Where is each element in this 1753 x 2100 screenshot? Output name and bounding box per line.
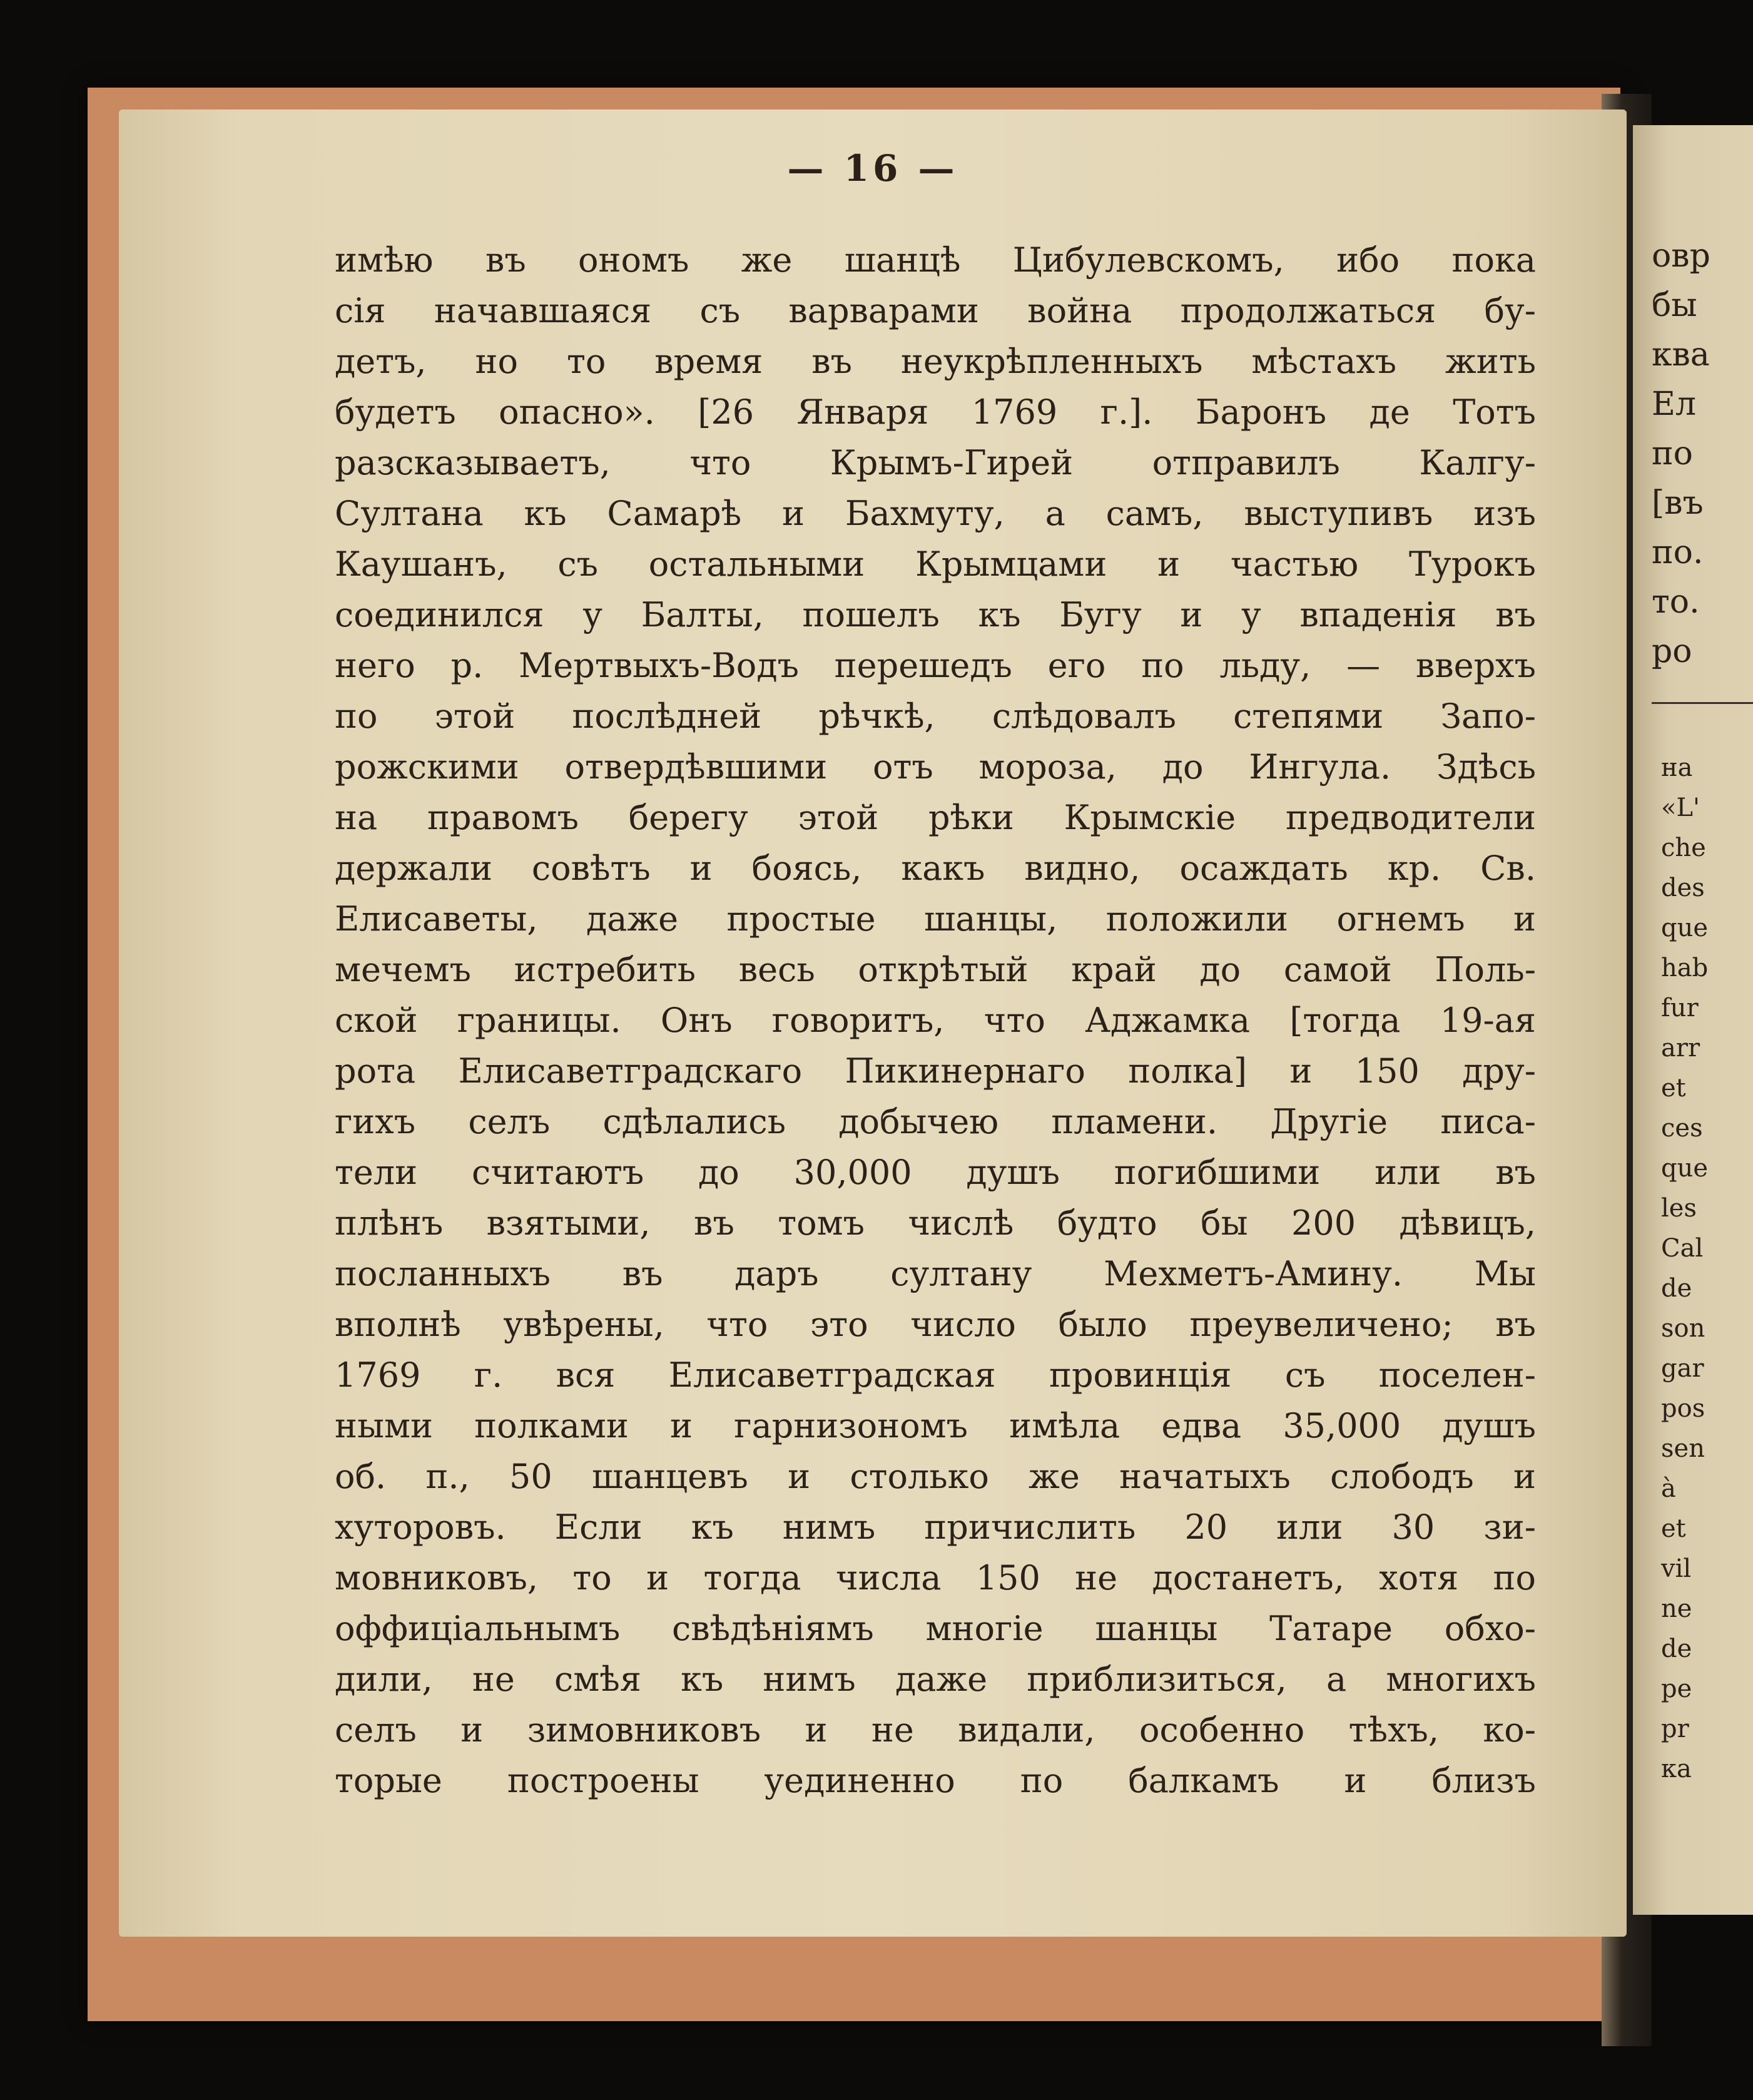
text-line: на правомъ берегу этой рѣки Крымскіе предводители xyxy=(335,798,1536,837)
text-line: рожскими отвердѣвшими отъ мороза, до Ингула. Здѣсь xyxy=(335,747,1536,787)
text-line: ской границы. Онъ говоритъ, что Аджамка [тогда 19-ая xyxy=(335,1001,1536,1040)
facing-line: овр xyxy=(1652,237,1710,275)
footnote-line: que xyxy=(1661,914,1709,942)
facing-page-footnotes xyxy=(1661,748,1753,1789)
text-line: торые построены уединенно по балкамъ и близъ xyxy=(335,1761,1536,1800)
text-line: селъ и зимовниковъ и не видали, особенно тѣхъ, ко- xyxy=(335,1710,1536,1750)
footnote-line: de xyxy=(1661,1274,1692,1303)
text-line: него р. Мертвыхъ-Водъ перешедъ его по льду, — вверхъ xyxy=(335,646,1536,685)
facing-line: ро xyxy=(1652,633,1692,670)
text-line: ными полками и гарнизономъ имѣла едва 35,000 душъ xyxy=(335,1406,1536,1445)
footnote-line: pe xyxy=(1661,1674,1692,1703)
footnote-line: ne xyxy=(1661,1594,1692,1623)
text-line: мовниковъ, то и тогда числа 150 не достанетъ, хотя по xyxy=(335,1558,1536,1598)
footnote-line: на xyxy=(1661,753,1693,782)
footnote-line: des xyxy=(1661,874,1705,902)
footnote-line: de xyxy=(1661,1634,1692,1663)
footnote-line: «L' xyxy=(1661,793,1700,822)
footnote-line: les xyxy=(1661,1194,1697,1223)
footnote-line: sen xyxy=(1661,1434,1705,1463)
footnote-line: arr xyxy=(1661,1034,1700,1063)
page-number: — 16 — xyxy=(787,147,958,190)
text-line: оффиціальнымъ свѣдѣніямъ многіе шанцы Татаре обхо- xyxy=(335,1609,1536,1648)
footnote-line: che xyxy=(1661,833,1706,862)
text-line: хуторовъ. Если къ нимъ причислить 20 или 30 зи- xyxy=(335,1507,1536,1547)
text-line: гихъ селъ сдѣлались добычею пламени. Другіе писа- xyxy=(335,1102,1536,1141)
footnote-line: ces xyxy=(1661,1114,1703,1143)
footnote-line: vil xyxy=(1661,1554,1692,1583)
facing-line: бы xyxy=(1652,287,1697,324)
text-line: плѣнъ взятыми, въ томъ числѣ будто бы 200 дѣвицъ, xyxy=(335,1203,1536,1243)
text-line: Султана къ Самарѣ и Бахмуту, а самъ, выступивъ изъ xyxy=(335,494,1536,533)
facing-line: по. xyxy=(1652,534,1704,571)
facing-line: то. xyxy=(1652,583,1700,621)
text-line: соединился у Балты, пошелъ къ Бугу и у впаденія въ xyxy=(335,595,1536,635)
text-line: посланныхъ въ даръ султану Мехметъ-Амину. Мы xyxy=(335,1254,1536,1293)
facing-line: Ел xyxy=(1652,385,1696,423)
text-line: 1769 г. вся Елисаветградская провинція съ поселен- xyxy=(335,1355,1536,1395)
text-line: тели считаютъ до 30,000 душъ погибшими или въ xyxy=(335,1153,1536,1192)
text-line: дили, не смѣя къ нимъ даже приблизиться, а многихъ xyxy=(335,1659,1536,1699)
text-line: вполнѣ увѣрены, что это число было преувеличено; въ xyxy=(335,1305,1536,1344)
footnote-line: ка xyxy=(1661,1755,1692,1783)
footnote-line: que xyxy=(1661,1154,1709,1183)
text-line: по этой послѣдней рѣчкѣ, слѣдовалъ степями Запо- xyxy=(335,696,1536,736)
footnote-line: fur xyxy=(1661,994,1699,1022)
footnote-line: gar xyxy=(1661,1354,1704,1383)
footnote-line: et xyxy=(1661,1514,1686,1543)
footnote-line: pos xyxy=(1661,1394,1705,1423)
text-line: имѣю въ ономъ же шанцѣ Цибулевскомъ, ибо пока xyxy=(335,240,1536,280)
page-text xyxy=(335,235,1536,1806)
text-line: Каушанъ, съ остальными Крымцами и частью Турокъ xyxy=(335,544,1536,584)
text-line: сія начавшаяся съ варварами война продолжаться бу- xyxy=(335,291,1536,330)
footnote-line: son xyxy=(1661,1314,1705,1343)
text-line: мечемъ истребить весь открѣтый край до самой Поль- xyxy=(335,950,1536,989)
facing-page-text xyxy=(1652,232,1753,676)
text-line: разсказываетъ, что Крымъ-Гирей отправилъ Калгу- xyxy=(335,443,1536,482)
facing-line: ква xyxy=(1652,336,1710,374)
footnote-line: Cal xyxy=(1661,1234,1704,1263)
text-line: рота Елисаветградскаго Пикинернаго полка] и 150 дру- xyxy=(335,1051,1536,1091)
footnote-divider xyxy=(1652,702,1753,704)
facing-line: [въ xyxy=(1652,484,1704,522)
text-line: Елисаветы, даже простые шанцы, положили огнемъ и xyxy=(335,899,1536,939)
footnote-line: à xyxy=(1661,1474,1676,1503)
footnote-line: et xyxy=(1661,1074,1686,1103)
footnote-line: hab xyxy=(1661,954,1709,982)
text-line: детъ, но то время въ неукрѣпленныхъ мѣстахъ жить xyxy=(335,342,1536,381)
facing-line: по xyxy=(1652,435,1693,472)
text-line: будетъ опасно». [26 Января 1769 г.]. Баронъ де Тотъ xyxy=(335,392,1536,432)
footnote-line: pr xyxy=(1661,1715,1689,1743)
text-line: об. п., 50 шанцевъ и столько же начатыхъ слободъ и xyxy=(335,1457,1536,1496)
text-line: держали совѣтъ и боясь, какъ видно, осаждать кр. Св. xyxy=(335,849,1536,888)
